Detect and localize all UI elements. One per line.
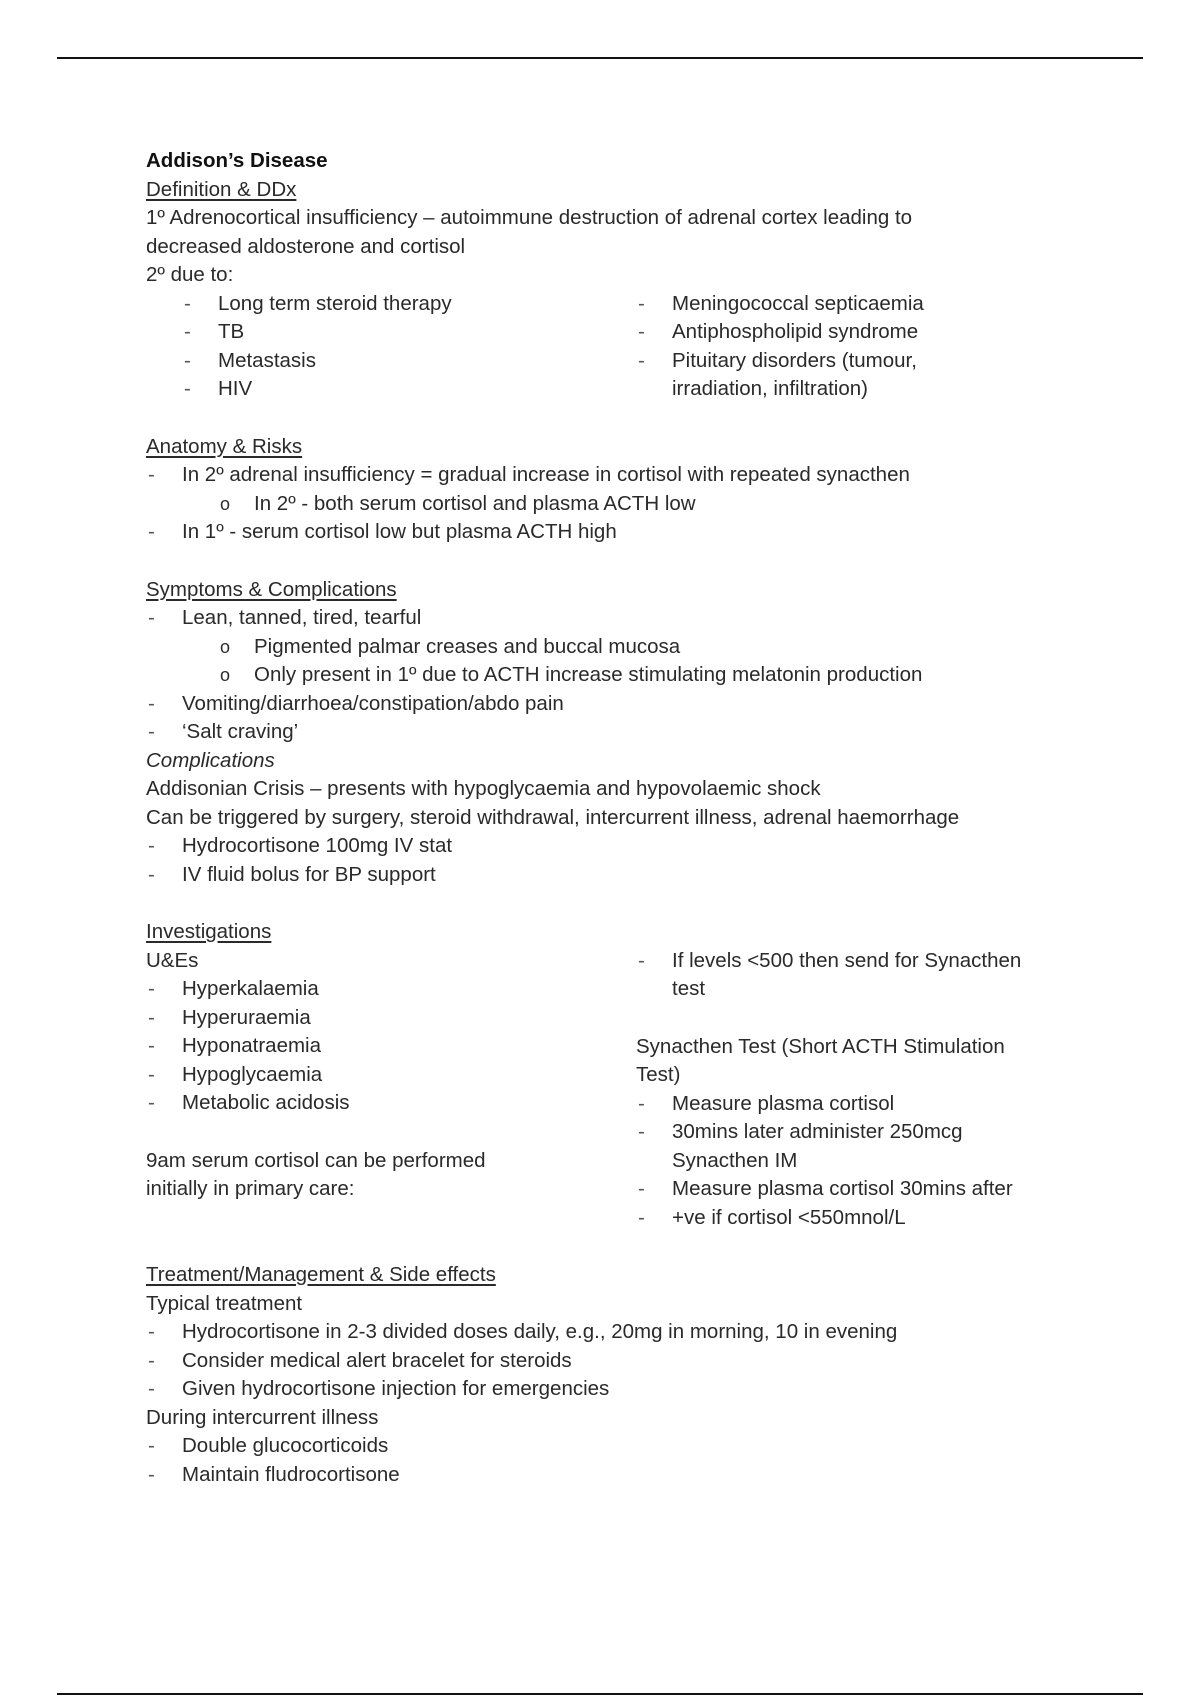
list-item: - Long term steroid therapy — [146, 290, 636, 319]
synacthen-heading: Test) — [636, 1063, 681, 1086]
dash-bullet: - — [148, 862, 155, 886]
dash-bullet: - — [148, 1434, 155, 1457]
list-item: - Hyperkalaemia — [146, 975, 636, 1004]
dash-bullet: - — [148, 463, 155, 486]
dash-bullet: - — [148, 606, 155, 629]
dash-bullet: - — [638, 348, 645, 372]
list-item: - Double glucocorticoids — [146, 1432, 1066, 1461]
definition-heading: Definition & DDx — [146, 177, 297, 201]
definition-line: decreased aldosterone and cortisol — [146, 234, 466, 258]
dash-bullet: - — [638, 1091, 645, 1115]
sub-list-item: o In 2º - both serum cortisol and plasma ACTH low — [146, 490, 1066, 519]
list-item: - 30mins later administer 250mcg — [636, 1118, 1066, 1147]
list-item: - TB — [146, 318, 636, 347]
list-item: - Hyponatraemia — [146, 1032, 636, 1061]
list-item: - Hydrocortisone in 2-3 divided doses daily, e.g., 20mg in morning, 10 in evening — [146, 1318, 1066, 1347]
list-item: - If levels <500 then send for Synacthen — [636, 947, 1066, 976]
dash-bullet: - — [184, 320, 191, 343]
page-title: Addison’s Disease — [146, 149, 328, 172]
list-item: - Metabolic acidosis — [146, 1089, 636, 1118]
list-item: - Hypoglycaemia — [146, 1061, 636, 1090]
secondary-intro: 2º due to: — [146, 263, 234, 286]
top-rule — [57, 57, 1143, 59]
dash-bullet: - — [148, 977, 155, 1000]
list-item: - IV fluid bolus for BP support — [146, 861, 1066, 890]
list-item: - Given hydrocortisone injection for emergencies — [146, 1375, 1066, 1404]
complications-label: Complications — [146, 748, 275, 772]
secondary-causes — [146, 290, 1066, 404]
investigations-columns — [146, 947, 1066, 1233]
list-item: - Pituitary disorders (tumour, — [636, 347, 1066, 376]
dash-bullet: - — [148, 1062, 155, 1086]
dash-bullet: - — [638, 1120, 645, 1143]
list-item: - Consider medical alert bracelet for steroids — [146, 1347, 1066, 1376]
dash-bullet: - — [148, 1462, 155, 1486]
sub-list-item: o Pigmented palmar creases and buccal mucosa — [146, 633, 1066, 662]
dash-bullet: - — [184, 348, 191, 372]
dash-bullet: - — [148, 1034, 155, 1057]
anatomy-heading: Anatomy & Risks — [146, 434, 303, 458]
dash-bullet: - — [184, 377, 191, 400]
investigations-heading: Investigations — [146, 920, 272, 943]
dash-bullet: - — [148, 720, 155, 743]
dash-bullet: - — [148, 691, 155, 715]
list-item: - ‘Salt craving’ — [146, 718, 1066, 747]
dash-bullet: - — [148, 1348, 155, 1372]
list-item: - HIV — [146, 375, 636, 404]
list-item-continuation: irradiation, infiltration) — [672, 377, 868, 400]
list-item: - In 2º adrenal insufficiency = gradual increase in cortisol with repeated synacthen — [146, 461, 1066, 490]
dash-bullet: - — [638, 1205, 645, 1229]
list-item-continuation: Synacthen IM — [672, 1148, 798, 1172]
list-item: - Measure plasma cortisol 30mins after — [636, 1175, 1066, 1204]
cortisol-line: initially in primary care: — [146, 1177, 355, 1200]
circle-bullet: o — [220, 636, 231, 657]
dash-bullet: - — [148, 1320, 155, 1343]
page-content — [146, 147, 1066, 1489]
list-item: - Antiphospholipid syndrome — [636, 318, 1066, 347]
synacthen-heading: Synacthen Test (Short ACTH Stimulation — [636, 1034, 1005, 1058]
list-item: - Lean, tanned, tired, tearful — [146, 604, 1066, 633]
typical-label: Typical treatment — [146, 1291, 303, 1315]
dash-bullet: - — [638, 291, 645, 315]
dash-bullet: - — [638, 320, 645, 343]
secondary-causes-left — [146, 290, 636, 404]
treatment-heading: Treatment/Management & Side effects — [146, 1263, 496, 1286]
list-item: - Vomiting/diarrhoea/constipation/abdo pain — [146, 690, 1066, 719]
dash-bullet: - — [638, 948, 645, 972]
dash-bullet: - — [184, 291, 191, 315]
investigations-left — [146, 947, 636, 1233]
dash-bullet: - — [148, 1377, 155, 1400]
dash-bullet: - — [148, 834, 155, 857]
list-item: - Measure plasma cortisol — [636, 1090, 1066, 1119]
sub-list-item: o Only present in 1º due to ACTH increase stimulating melatonin production — [146, 661, 1066, 690]
bottom-rule — [57, 1693, 1143, 1695]
list-item: - Hyperuraemia — [146, 1004, 636, 1033]
list-item: - Metastasis — [146, 347, 636, 376]
circle-bullet: o — [220, 493, 231, 514]
circle-bullet: o — [220, 665, 231, 685]
list-item: - In 1º - serum cortisol low but plasma ACTH high — [146, 518, 1066, 547]
dash-bullet: - — [638, 1177, 645, 1200]
cortisol-line: 9am serum cortisol can be performed — [146, 1148, 486, 1172]
crisis-line: Addisonian Crisis – presents with hypoglycaemia and hypovolaemic shock — [146, 777, 821, 800]
list-item: - Hydrocortisone 100mg IV stat — [146, 832, 1066, 861]
investigations-right — [636, 947, 1066, 1233]
list-item: - +ve if cortisol <550mnol/L — [636, 1204, 1066, 1233]
list-item: - Maintain fludrocortisone — [146, 1461, 1066, 1490]
list-item-continuation: test — [672, 977, 706, 1000]
ues-label: U&Es — [146, 948, 199, 972]
definition-line: 1º Adrenocortical insufficiency – autoimmune destruction of adrenal cortex leading to — [146, 206, 913, 229]
triggers-line: Can be triggered by surgery, steroid withdrawal, intercurrent illness, adrenal haemorrhage — [146, 805, 960, 829]
secondary-causes-right — [636, 290, 1066, 404]
dash-bullet: - — [148, 1005, 155, 1029]
dash-bullet: - — [148, 520, 155, 543]
list-item: - Meningococcal septicaemia — [636, 290, 1066, 319]
symptoms-heading: Symptoms & Complications — [146, 577, 397, 601]
dash-bullet: - — [148, 1091, 155, 1114]
illness-label: During intercurrent illness — [146, 1405, 379, 1429]
